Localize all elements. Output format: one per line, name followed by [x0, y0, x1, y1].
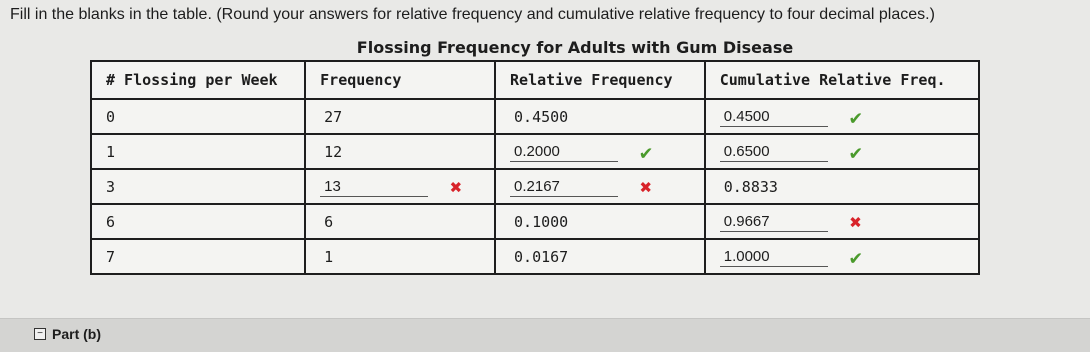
cell-frequency [305, 134, 495, 169]
cell-content [720, 244, 964, 269]
cumulative-relative-frequency-value: 0.8833 [723, 177, 778, 196]
x-mark-icon: ✖ [849, 209, 862, 234]
cell-cumulative-relative-frequency [705, 204, 979, 239]
cell-relative-frequency [495, 99, 705, 134]
table-body [91, 99, 979, 274]
cumulative-relative-frequency-answer-field[interactable]: 1.0000 [720, 247, 828, 267]
cell-content [510, 139, 690, 164]
frequency-value: 1 [324, 247, 334, 266]
cell-cumulative-relative-frequency [705, 134, 979, 169]
table-row [91, 239, 979, 274]
checkmark-icon: ✔ [849, 104, 862, 129]
cell-flossing: 3 [91, 169, 305, 204]
checkmark-icon: ✔ [640, 139, 653, 164]
cell-cumulative-relative-frequency [705, 169, 979, 204]
checkmark-icon: ✔ [849, 139, 862, 164]
table-row [91, 134, 979, 169]
header-relative-frequency: Relative Frequency [495, 61, 705, 99]
checkmark-icon: ✔ [849, 244, 862, 269]
x-mark-icon: ✖ [640, 174, 653, 199]
cumulative-relative-frequency-answer-field[interactable]: 0.9667 [720, 212, 828, 232]
part-b-bar[interactable] [0, 318, 1090, 352]
cell-flossing: 7 [91, 239, 305, 274]
table-row [91, 99, 979, 134]
cell-content [320, 174, 480, 199]
relative-frequency-value: 0.4500 [514, 107, 569, 126]
cell-content [510, 247, 690, 267]
table-header-row [91, 61, 979, 99]
cell-content [320, 142, 480, 162]
cell-content [720, 209, 964, 234]
cell-flossing: 6 [91, 204, 305, 239]
collapse-toggle-icon[interactable]: − [34, 328, 46, 340]
instructions-text: Fill in the blanks in the table. (Round your answers for relative frequency and cumulative relative frequency to four decimal places.) [10, 6, 935, 23]
cell-content [720, 177, 964, 197]
frequency-value: 12 [324, 142, 343, 161]
cell-relative-frequency [495, 239, 705, 274]
cell-flossing: 1 [91, 134, 305, 169]
cell-frequency [305, 204, 495, 239]
frequency-value: 6 [324, 212, 334, 231]
relative-frequency-answer-field[interactable]: 0.2000 [510, 142, 618, 162]
frequency-answer-field[interactable]: 13 [320, 177, 428, 197]
cell-cumulative-relative-frequency [705, 239, 979, 274]
cell-cumulative-relative-frequency [705, 99, 979, 134]
header-cumulative-relative-frequency: Cumulative Relative Freq. [705, 61, 979, 99]
cell-content [510, 212, 690, 232]
cumulative-relative-frequency-answer-field[interactable]: 0.4500 [720, 107, 828, 127]
header-frequency: Frequency [305, 61, 495, 99]
table-row [91, 204, 979, 239]
cell-flossing: 0 [91, 99, 305, 134]
table-row [91, 169, 979, 204]
x-mark-icon: ✖ [450, 174, 463, 199]
cell-relative-frequency [495, 134, 705, 169]
relative-frequency-value: 0.0167 [514, 247, 569, 266]
cell-frequency [305, 239, 495, 274]
cell-relative-frequency [495, 169, 705, 204]
cell-content [510, 107, 690, 127]
relative-frequency-value: 0.1000 [514, 212, 569, 231]
cell-content [720, 104, 964, 129]
cell-content [320, 107, 480, 127]
cell-content [510, 174, 690, 199]
cumulative-relative-frequency-answer-field[interactable]: 0.6500 [720, 142, 828, 162]
cell-content [320, 247, 480, 267]
part-b-label: Part (b) [52, 326, 101, 342]
frequency-value: 27 [324, 107, 343, 126]
cell-content [720, 139, 964, 164]
frequency-table-container [90, 38, 980, 275]
table-title: Flossing Frequency for Adults with Gum Disease [356, 38, 794, 57]
frequency-table [90, 60, 980, 275]
header-flossing: # Flossing per Week [91, 61, 305, 99]
cell-frequency [305, 99, 495, 134]
cell-relative-frequency [495, 204, 705, 239]
cell-frequency [305, 169, 495, 204]
relative-frequency-answer-field[interactable]: 0.2167 [510, 177, 618, 197]
cell-content [320, 212, 480, 232]
